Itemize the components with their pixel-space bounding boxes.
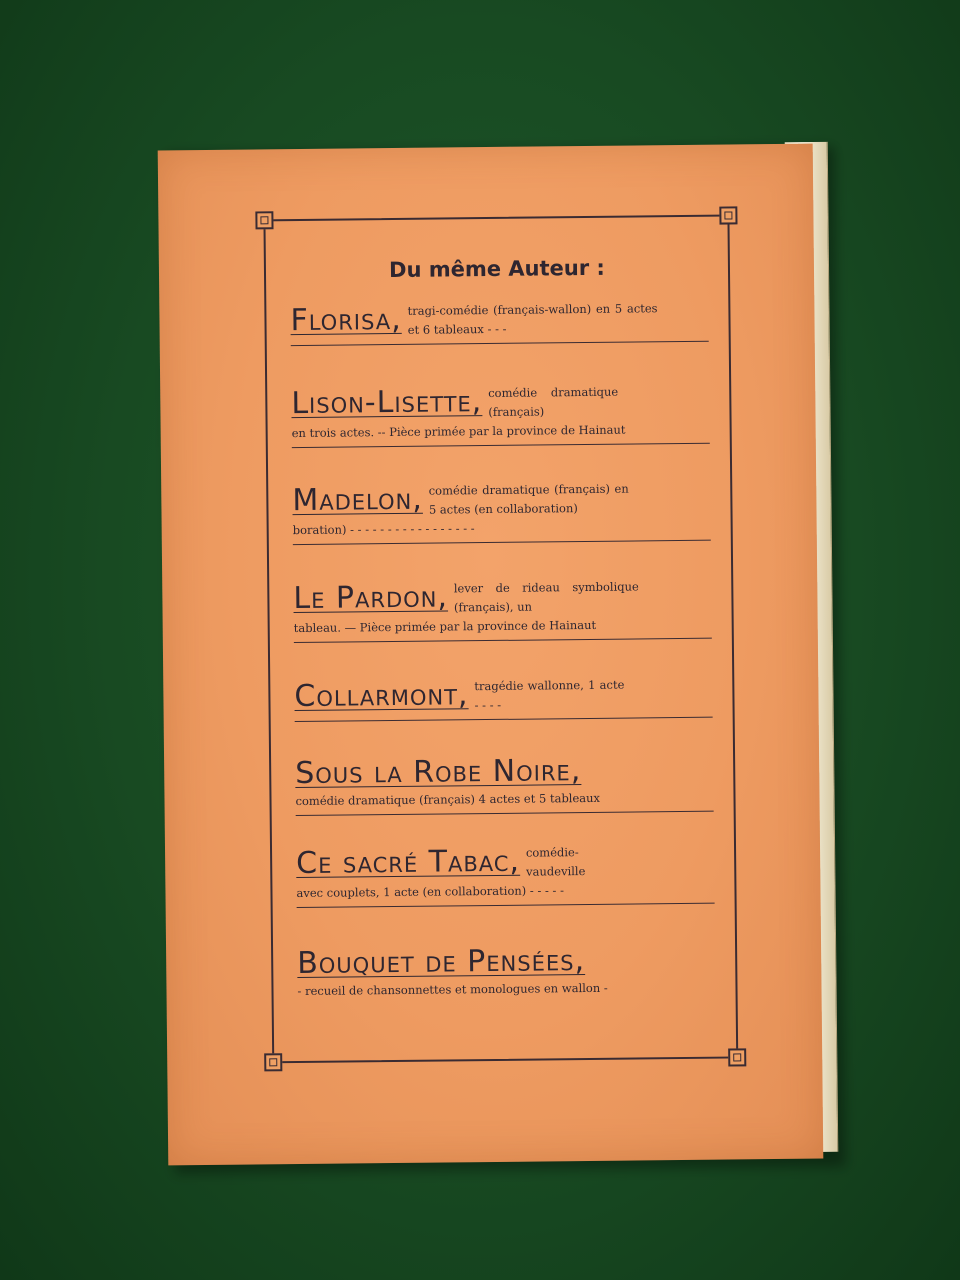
corner-ornament-icon — [264, 1053, 282, 1071]
work-description: comédie dramatique (français) — [488, 384, 619, 420]
work-title: Le Pardon, — [293, 579, 449, 617]
work-description: tragi-comédie (français-wallon) en 5 actes et 6 tableaux - - - — [407, 301, 658, 337]
divider — [294, 638, 712, 643]
work-title: Sous la Robe Noire, — [295, 753, 582, 792]
section-heading: Du même Auteur : — [388, 255, 605, 283]
work-description-line: boration) - - - - - - - - - - - - - - - - - — [292, 521, 475, 538]
work-description-line: en trois actes. -- Pièce primée par la province de Hainaut — [291, 422, 626, 441]
divider — [297, 903, 715, 908]
work-entry — [291, 382, 710, 448]
decorative-frame — [263, 214, 738, 1063]
divider — [296, 811, 714, 816]
work-description-line: avec couplets, 1 acte (en collaboration) - - - - - — [296, 883, 564, 901]
divider — [293, 540, 711, 545]
work-entry — [293, 577, 712, 643]
work-title: Florisa, — [290, 301, 402, 339]
corner-ornament-icon — [719, 206, 737, 224]
work-description-line: tableau. — Pièce primée par la province de Hainaut — [293, 617, 597, 636]
work-entry — [290, 299, 708, 346]
work-entry — [297, 942, 716, 1001]
work-entry — [295, 752, 714, 816]
divider — [295, 717, 713, 722]
work-description-line: comédie dramatique (français) 4 actes et 5 tableaux — [295, 790, 601, 809]
work-entry — [294, 675, 712, 722]
work-title: Collarmont, — [294, 677, 469, 715]
work-description: lever de rideau symbolique (français), un — [453, 579, 639, 615]
work-entry — [292, 479, 711, 545]
work-description: comédie-vaudeville — [525, 845, 586, 879]
work-title: Madelon, — [292, 481, 423, 519]
work-title: Bouquet de Pensées, — [297, 943, 586, 982]
corner-ornament-icon — [255, 211, 273, 229]
work-title: Ce sacré Tabac, — [295, 843, 521, 882]
work-description: tragédie wallonne, 1 acte - - - - — [474, 677, 625, 713]
divider — [292, 443, 710, 448]
book-back-cover — [158, 144, 824, 1166]
divider — [291, 341, 709, 346]
work-entry — [296, 842, 715, 908]
work-description-line: - recueil de chansonnettes et monologues en wallon - — [297, 980, 608, 999]
work-title: Lison-Lisette, — [291, 384, 483, 422]
corner-ornament-icon — [728, 1048, 746, 1066]
work-description: comédie dramatique (français) en 5 actes (en collaboration) — [428, 481, 629, 517]
